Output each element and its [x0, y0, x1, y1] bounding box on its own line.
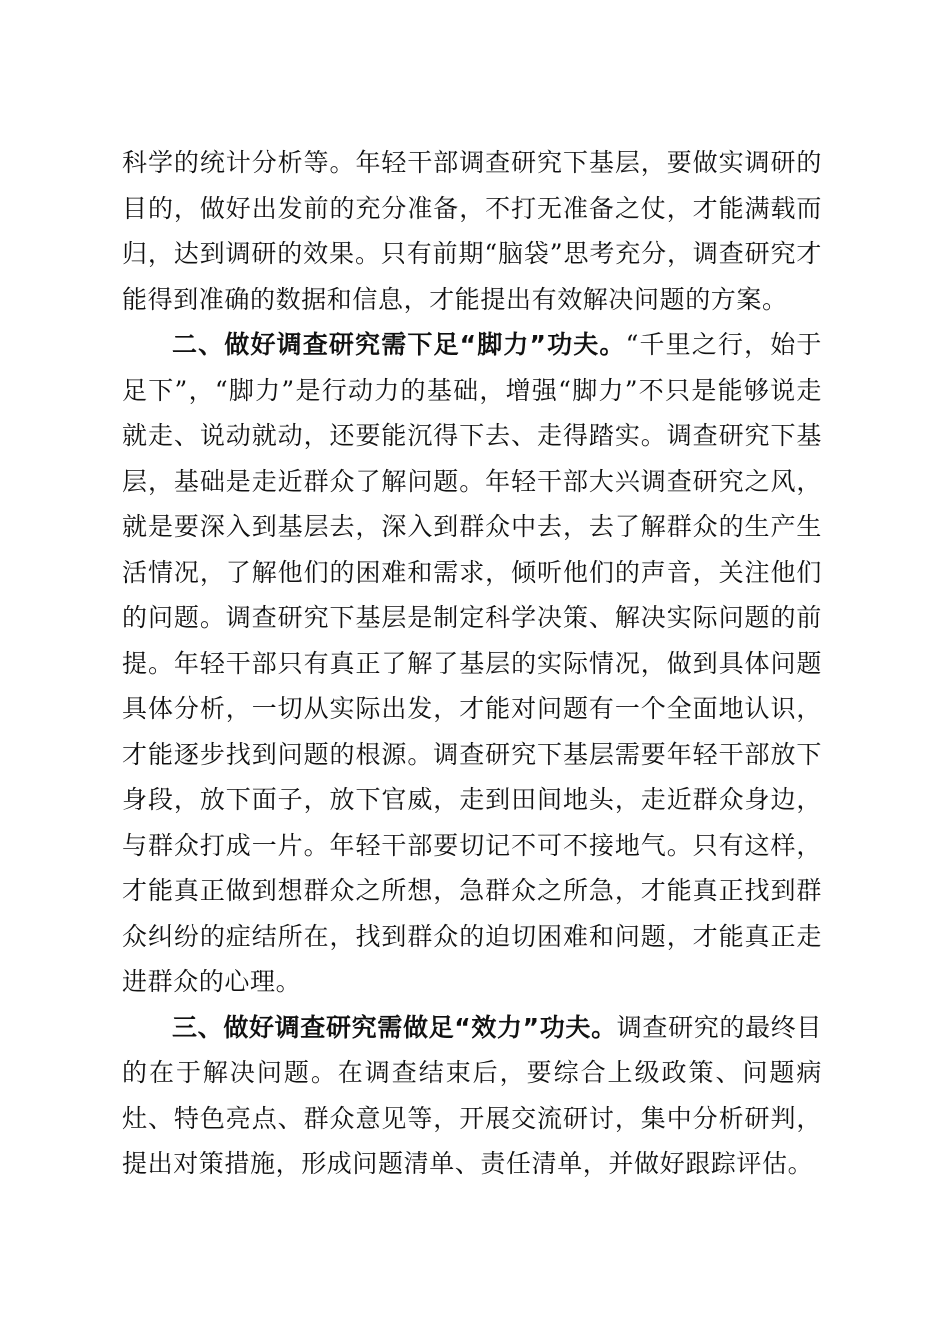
section-2-body: “千里之行，始于足下”，“脚力”是行动力的基础，增强“脚力”不只是能够说走就走、说动就动，还要能沉得下去、走得踏实。调查研究下基层，基础是走近群众了解问题。年轻干部大兴调查研究之风，就是要深入到基层去，深入到群众中去，去了解群众的生产生活情况，了解他们的困难和需求，倾听他们的声音，关注他们的问题。调查研究下基层是制定科学决策、解决实际问题的前提。年轻干部只有真正了解了基层的实际情况，做到具体问题具体分析，一切从实际出发，才能对问题有一个全面地认识，才能逐步找到问题的根源。调查研究下基层需要年轻干部放下身段，放下面子，放下官威，走到田间地头，走近群众身边，与群众打成一片。年轻干部要切记不可不接地气。只有这样，才能真正做到想群众之所想，急群众之所急，才能真正找到群众纠纷的症结所在，找到群众的迫切困难和问题，才能真正走进群众的心理。: [122, 330, 822, 996]
paragraph-1-text: 科学的统计分析等。年轻干部调查研究下基层，要做实调研的目的，做好出发前的充分准备，不打无准备之仗，才能满载而归，达到调研的效果。只有前期“脑袋”思考充分，调查研究才能得到准确的数据和信息，才能提出有效解决问题的方案。: [122, 148, 822, 314]
paragraph-section-3: [122, 1005, 822, 1187]
section-2-heading: 二、做好调查研究需下足“脚力”功夫。: [172, 330, 626, 359]
paragraph-continued: [122, 140, 822, 322]
section-3-body: 调查研究的最终目的在于解决问题。在调查结束后，要综合上级政策、问题病灶、特色亮点、群众意见等，开展交流研讨，集中分析研判，提出对策措施，形成问题清单、责任清单，并做好跟踪评估。: [122, 1012, 822, 1178]
section-3-heading: 三、做好调查研究需做足“效力”功夫。: [172, 1012, 617, 1042]
document-body: [122, 140, 822, 1187]
paragraph-section-2: [122, 322, 822, 1005]
